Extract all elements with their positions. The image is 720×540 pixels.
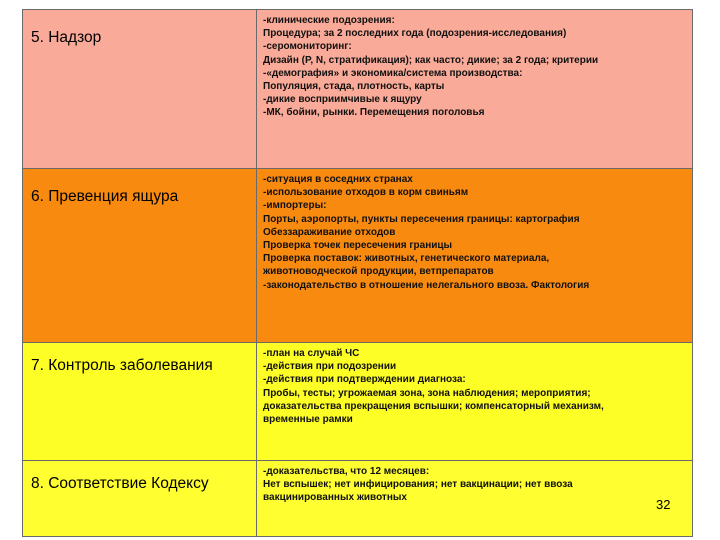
body-line: -использование отходов в корм свиньям	[263, 187, 469, 199]
body-line: -дикие восприимчивые к ящуру	[263, 94, 422, 106]
row-body	[257, 169, 693, 343]
row-body	[257, 461, 693, 537]
body-line: Проверка точек пересечения границы	[263, 240, 453, 252]
row-title: 8. Соответствие Кодексу	[23, 461, 257, 537]
row-title: 7. Контроль заболевания	[23, 343, 257, 461]
body-line: вакцинированных животных	[263, 492, 407, 504]
body-line: -серомониторинг:	[263, 41, 352, 53]
body-line: животноводческой продукции, ветпрепаратов	[263, 266, 494, 278]
row-body	[257, 10, 693, 169]
body-line: доказательства прекращения вспышки; компенсаторный механизм,	[263, 400, 604, 412]
body-line: -ситуация в соседних странах	[263, 174, 413, 185]
content-table	[22, 9, 693, 537]
table-row	[23, 343, 693, 461]
table-row	[23, 169, 693, 343]
body-line: Проверка поставок: животных, генетического материала,	[263, 253, 550, 265]
body-line: -МК, бойни, рынки. Перемещения поголовья	[263, 107, 485, 119]
row-title: 6. Превенция ящура	[23, 169, 257, 343]
table-row	[23, 10, 693, 169]
body-line: Порты, аэропорты, пункты пересечения границы: картография	[263, 213, 580, 225]
body-line: Нет вспышек; нет инфицирования; нет вакцинации; нет ввоза	[263, 479, 573, 491]
page-number: 32	[656, 497, 671, 512]
row-body	[257, 343, 693, 461]
body-line: -доказательства, что 12 месяцев:	[263, 466, 430, 477]
body-line: -клинические подозрения:	[263, 15, 395, 26]
body-line: -«демография» и экономика/система производства:	[263, 67, 523, 79]
body-line: Процедура; за 2 последних года (подозрения-исследования)	[263, 28, 567, 40]
body-line: Популяция, стада, плотность, карты	[263, 81, 445, 93]
row-title: 5. Надзор	[23, 10, 257, 169]
body-line: Дизайн (P, N, стратификация); как часто; дикие; за 2 года; критерии	[263, 54, 599, 66]
body-line: -план на случай ЧС	[263, 348, 360, 359]
body-line: временные рамки	[263, 414, 353, 426]
body-line: -импортеры:	[263, 200, 327, 212]
body-line: -действия при подозрении	[263, 361, 397, 373]
body-line: -действия при подтверждении диагноза:	[263, 374, 466, 386]
body-line: Пробы, тесты; угрожаемая зона, зона наблюдения; мероприятия;	[263, 387, 591, 399]
body-line: Обеззараживание отходов	[263, 226, 396, 238]
body-line: -законодательство в отношение нелегального ввоза. Фактология	[263, 279, 590, 291]
table-row	[23, 461, 693, 537]
